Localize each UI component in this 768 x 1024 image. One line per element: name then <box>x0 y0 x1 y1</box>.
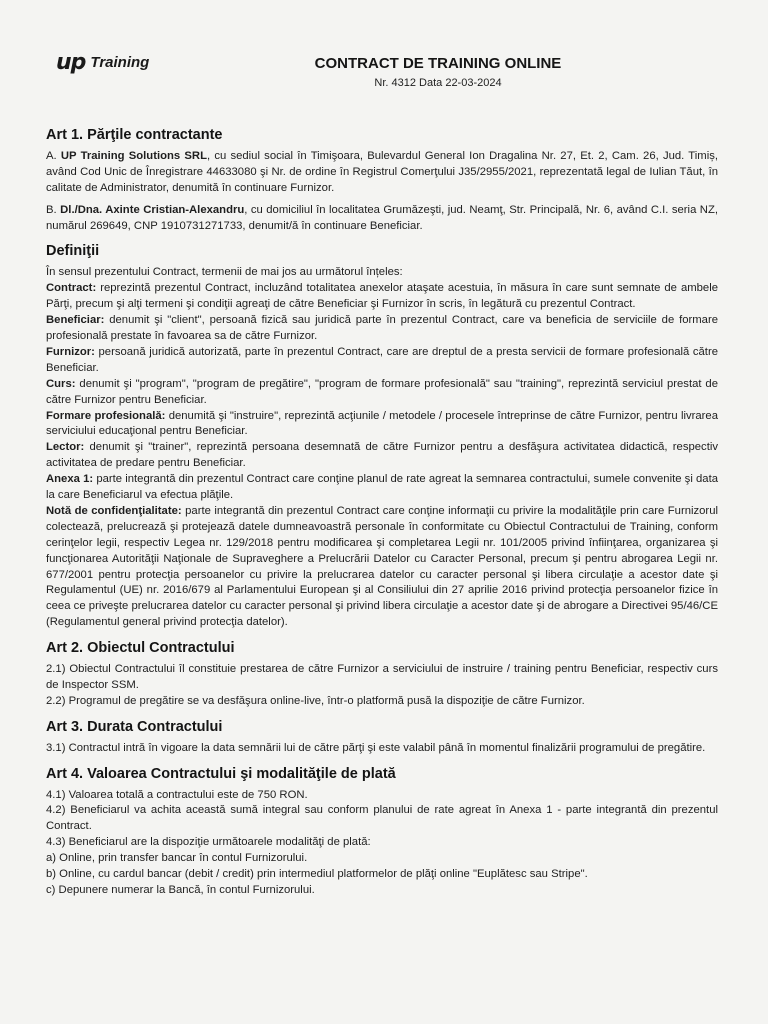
art4-clause-2: 4.2) Beneficiarul va achita această sumă integral sau conform planului de rate agreat în Anexa 1 - parte integrantă din prezentul Contract. <box>46 804 718 833</box>
definition-item <box>46 281 718 313</box>
payment-option-c: c) Depunere numerar la Bancă, în contul Furnizorului. <box>46 883 315 896</box>
party-a-paragraph <box>46 149 718 197</box>
definition-item <box>46 440 718 472</box>
art3-clause-1: 3.1) Contractul intră în vigoare la data semnării lui de către părţi şi este valabil până în momentul finalizării programului de pregătire. <box>46 741 706 754</box>
definition-term: Formare profesională: <box>46 409 166 422</box>
art4-heading: Art 4. Valoarea Contractului şi modalităţile de plată <box>46 765 396 782</box>
definition-item <box>46 409 718 441</box>
payment-option-b: b) Online, cu cardul bancar (debit / credit) prin intermediul platformelor de plăţi online "Euplătesc sau Stripe". <box>46 868 588 881</box>
definition-text: parte integrantă din prezentul Contract care conţine planul de rate agreat la semnarea contractului, sumele convenite şi data la care Beneficiarul va efectua plăţile. <box>46 473 719 502</box>
party-a-name: UP Training Solutions SRL <box>60 149 207 162</box>
art4-clause-1: 4.1) Valoarea totală a contractului este de 750 RON. <box>46 788 308 801</box>
definition-text: persoană juridică autorizată, parte în prezentul Contract, care are dreptul de a presta servicii de formare profesională către Beneficiar. <box>46 345 718 374</box>
party-b-name: Dl./Dna. Axinte Cristian-Alexandru <box>60 203 245 216</box>
art2-heading: Art 2. Obiectul Contractului <box>46 640 235 657</box>
definition-item <box>46 345 718 377</box>
party-a-details: , cu sediul social în Timişoara, Bulevardul General Ion Dragalina Nr. 27, Et. 2, Cam. 26, Jud. Timiș, având Cod Unic de Înregistrare 44633080 şi Nr. de ordine în Registrul Comerţului J35/2955/2021, reprezentată legal de Iulian Tăut, în calitate de Administrator, denumită în continuare Furnizor. <box>46 149 718 194</box>
document-title: CONTRACT DE TRAINING ONLINE <box>314 55 562 72</box>
logo-mark: up <box>56 50 86 75</box>
definition-term: Furnizor: <box>46 345 95 358</box>
art2-clause-1: 2.1) Obiectul Contractului îl constituie prestarea de către Furnizor a serviciului de instruire / training pentru Beneficiar, respectiv curs de Inspector SSM. <box>46 663 718 691</box>
definition-term: Anexa 1: <box>46 473 94 486</box>
definition-item <box>46 313 718 345</box>
party-b-paragraph <box>46 203 718 235</box>
document-body <box>46 128 718 899</box>
definition-text: denumit şi "trainer", reprezintă persoana desemnată de către Furnizor pentru a desfăşura activitatea didactică, respectiv activitatea de predare pentru Beneficiar. <box>46 441 718 470</box>
definition-text: parte integrantă din prezentul Contract care conţine informaţii cu privire la modalităţile prin care Furnizorul colectează, prelucrează şi protejează datele dumneavoastră personale în conformitate cu Obiectul Contractului de Training, conform cerinţelor legii, respectiv Legea nr. 129/2018 pentru modificarea şi completarea Legii nr. 101/2005 privind înfiinţarea, organizarea şi funcţionarea Autorităţii Naţionale de Supraveghere a Prelucrării Datelor cu Caracter Personal, precum şi pentru abrogarea Legii nr. 677/2001 pentru protecţia persoanelor cu privire la prelucrarea datelor cu caracter personal şi libera circulaţie a acestor date şi Regulamentul (UE) nr. 2016/679 al Parlamentului European şi al Consiliului din 27 aprilie 2016 privind protecţia persoanelor fizice în ceea ce priveşte prelucrarea datelor cu caracter personal şi privind libera circulaţie a acestor date şi de abrogare a Directivei 95/46/CE (Regulamentul general privind protecţia datelor). <box>46 504 718 629</box>
payment-option-a: a) Online, prin transfer bancar în contul Furnizorului. <box>46 852 308 865</box>
definition-text: denumit şi "client", persoană fizică sau juridică parte în prezentul Contract, care va beneficia de serviciile de formare profesională prestate în favoarea sa de către Furnizor. <box>46 314 718 342</box>
document-number-date: Nr. 4312 Data 22-03-2024 <box>374 77 502 89</box>
document-header <box>0 55 768 89</box>
art1-heading: Art 1. Părţile contractante <box>46 127 223 143</box>
definition-text: reprezintă prezentul Contract, incluzând totalitatea anexelor ataşate acestuia, în măsura în care sunt semnate de ambele Părţi, precum şi alţi termeni şi condiţii agreaţi de către Beneficiar şi Furnizor în scris, în legătură cu prezentul Contract. <box>46 282 718 311</box>
logo-text: Training <box>90 54 150 71</box>
definitions-intro: În sensul prezentului Contract, termenii de mai jos au următorul înțeles: <box>46 266 403 279</box>
party-b-details: , cu domiciliul în localitatea Grumăzeşti, jud. Neamţ, Str. Principală, Nr. 6, având C.I. seria NZ, numărul 269649, CNP 1910731271733, denumit/ă în continuare Beneficiar. <box>46 203 718 232</box>
definition-text: denumită şi "instruire", reprezintă acţiunile / metodele / procesele întreprinse de către Furnizor, pentru livrarea serviciului educaţional pentru Beneficiar. <box>46 409 718 438</box>
definition-item <box>46 377 718 409</box>
art2-clause-2: 2.2) Programul de pregătire se va desfăşura online-live, într-o platformă pusă la dispoziţie de către Furnizor. <box>46 694 585 707</box>
art3-heading: Art 3. Durata Contractului <box>46 718 223 735</box>
definition-item <box>46 504 718 631</box>
definition-term: Curs: <box>46 377 76 390</box>
art4-clause-3: 4.3) Beneficiarul are la dispoziţie următoarele modalităţi de plată: <box>46 836 371 849</box>
party-a-prefix: A. <box>46 149 61 162</box>
definition-item <box>46 472 718 504</box>
definition-term: Beneficiar: <box>46 314 105 327</box>
definition-term: Lector: <box>46 441 85 454</box>
party-b-prefix: B. <box>46 203 61 216</box>
definition-term: Contract: <box>46 282 97 295</box>
definition-text: denumit şi "program", "program de pregătire", "program de formare profesională" sau "training", reprezintă serviciul prestat de către Furnizor pentru Beneficiar. <box>46 377 718 406</box>
definition-term: Notă de confidenţialitate: <box>46 504 182 517</box>
definitions-heading: Definiţii <box>46 243 100 260</box>
